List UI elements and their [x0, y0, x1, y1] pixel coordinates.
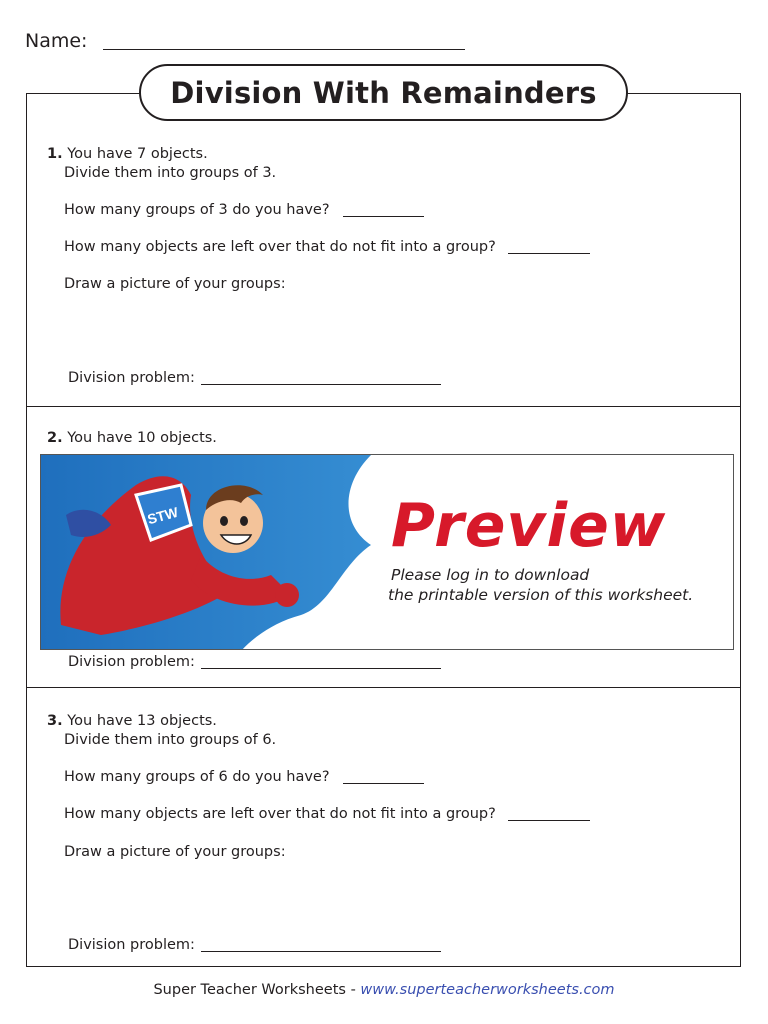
answer-blank-groups[interactable]: [343, 783, 424, 784]
problem-statement: You have 13 objects.: [67, 713, 217, 729]
preview-message-line2: the printable version of this worksheet.: [388, 586, 694, 604]
problem-number: 1.: [47, 146, 63, 162]
footer: [0, 982, 768, 998]
division-problem-label: Division problem:: [68, 654, 195, 670]
preview-message-line1: Please log in to download: [391, 566, 590, 584]
answer-blank-groups[interactable]: [343, 216, 424, 217]
section-divider: [26, 406, 741, 407]
footer-url-link[interactable]: www.superteacherworksheets.com: [360, 982, 615, 998]
division-answer-blank[interactable]: [201, 668, 441, 669]
title-banner: [139, 64, 628, 121]
problem-statement: You have 7 objects.: [67, 146, 208, 162]
answer-blank-leftover[interactable]: [508, 253, 590, 254]
svg-text:STW: STW: [145, 503, 180, 528]
question-draw: Draw a picture of your groups:: [64, 276, 286, 292]
problem-statement: You have 10 objects.: [67, 430, 217, 446]
page-title: Division With Remainders: [170, 75, 597, 110]
preview-heading: Preview: [391, 491, 667, 561]
question-groups: How many groups of 6 do you have?: [64, 769, 330, 785]
problem-instruction: Divide them into groups of 6.: [64, 732, 277, 748]
division-answer-blank[interactable]: [201, 384, 441, 385]
name-label: Name:: [25, 30, 88, 52]
name-field-line[interactable]: [103, 49, 465, 50]
question-leftover: How many objects are left over that do not fit into a group?: [64, 806, 496, 822]
problem-number: 3.: [47, 713, 63, 729]
division-problem-label: Division problem:: [68, 370, 195, 386]
division-answer-blank[interactable]: [201, 951, 441, 952]
question-draw: Draw a picture of your groups:: [64, 844, 286, 860]
section-divider: [26, 687, 741, 688]
preview-banner: [40, 454, 734, 650]
answer-blank-leftover[interactable]: [508, 820, 590, 821]
question-leftover: How many objects are left over that do not fit into a group?: [64, 239, 496, 255]
problem-instruction: Divide them into groups of 3.: [64, 165, 277, 181]
problem-number: 2.: [47, 430, 63, 446]
question-groups: How many groups of 3 do you have?: [64, 202, 330, 218]
division-problem-label: Division problem:: [68, 937, 195, 953]
footer-brand: Super Teacher Worksheets -: [153, 982, 361, 998]
